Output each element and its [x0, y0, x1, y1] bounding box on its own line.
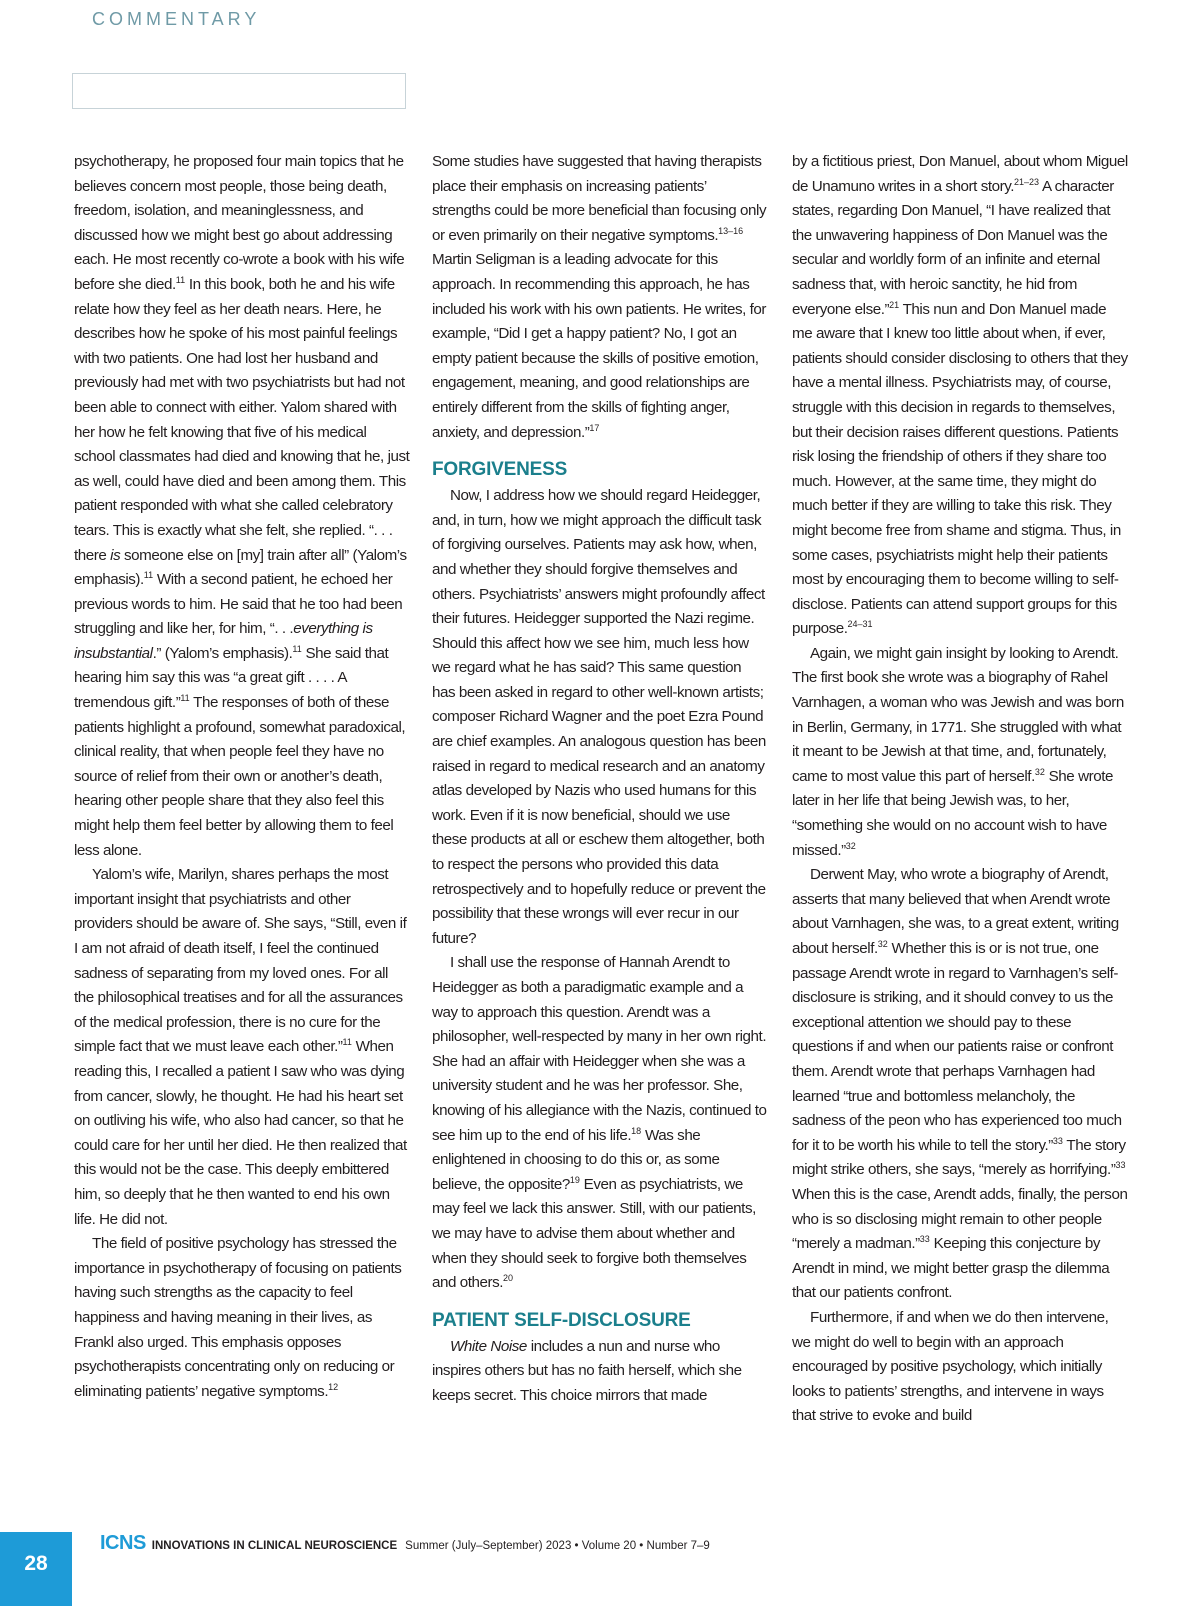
citation-ref: 19 [569, 1174, 580, 1185]
text-run: Derwent May, who wrote a biography of Arendt, asserts that many believed that when Arendt wrote about Varnhagen, she was, to a great extent, writing about herself. [792, 866, 1119, 957]
paragraph [432, 1335, 768, 1409]
citation-ref: 33 [919, 1234, 930, 1245]
section-heading-forgiveness: FORGIVENESS [432, 459, 568, 481]
text-run: Even as psychiatrists, we may feel we lack this answer. Still, with our patients, we may have to advise them about whether and when they should seek to forgive both themselves and others. [432, 1175, 756, 1292]
paragraph [74, 1232, 410, 1404]
issue-info: Summer (July–September) 2023 • Volume 20 • Number 7–9 [405, 1540, 710, 1552]
emphasis-text: is [110, 546, 121, 564]
text-run: When reading this, I recalled a patient I saw who was dying from cancer, slowly, he thought. He had his heart set on outliving his wife, who also had cancer, so that he could care for her until her died. He then realized that this would not be the case. This deeply embittered him, so deeply that he then wanted to end his own life. He did not. [74, 1038, 407, 1228]
citation-ref: 11 [143, 570, 154, 581]
section-header-box [72, 73, 406, 109]
text-run: When this is the case, Arendt adds, finally, the person who is so disclosing might remain to other people “merely a madman.” [792, 1185, 1128, 1253]
citation-ref: 33 [1115, 1160, 1126, 1171]
text-run: by a fictitious priest, Don Manuel, about whom Miguel de Unamuno writes in a short story. [792, 153, 1128, 195]
paragraph [432, 150, 768, 445]
text-run: Yalom’s wife, Marilyn, shares perhaps the most important insight that psychiatrists and other providers should be aware of. She says, “Still, even if I am not afraid of death itself, I feel the continued sadness of separating from my loved ones. For all the philosophical treatises and for all the assurances of the medical profession, there is no cure for the simple fact that we must leave each other.” [74, 866, 407, 1056]
text-column-1 [74, 150, 410, 1404]
citation-ref: 32 [877, 938, 888, 949]
text-run: She wrote later in her life that being Jewish was, to her, “something she would on no account wish to have missed.” [792, 767, 1113, 859]
page-number-box [0, 1532, 72, 1606]
citation-ref: 11 [342, 1037, 352, 1048]
text-run: Martin Seligman is a leading advocate for this approach. In recommending this approach, he has included his work with his own patients. He writes, for example, “Did I get a happy patient? No, I got an empty patient because the skills of positive emotion, engagement, meaning, and good relationships are entirely different from the skills of fighting anger, anxiety, and depression.” [432, 251, 766, 441]
paragraph [792, 863, 1128, 1306]
text-run: .” (Yalom’s emphasis). [152, 644, 293, 662]
citation-ref: 21–23 [1014, 176, 1040, 187]
text-run: psychotherapy, he proposed four main topics that he believes concern most people, those being death, freedom, isolation, and meaninglessness, and discussed how we might best go about addressing each. He most recently co-wrote a book with his wife before she died. [74, 153, 405, 293]
citation-ref: 20 [503, 1273, 514, 1284]
emphasis-text: White Noise [450, 1337, 527, 1355]
text-run: Now, I address how we should regard Heidegger, and, in turn, how we might approach the difficult task of forgiving ourselves. Patients may ask how, when, and whether they should forgive themselves and others. Psychiatrists’ answers might profoundly affect their futures. Heidegger supported the Nazi regime. Should this affect how we see him, much less how we regard what he has said? This same question has been asked in regard to other well-known artists; composer Richard Wagner and the poet Ezra Pound are chief examples. An analogous question has been raised in regard to medical research and an anatomy atlas developed by Nazis who used humans for this work. Even if it is now beneficial, should we use these products at all or eschew them altogether, both to respect the persons who provided this data retrospectively and to hopefully reduce or prevent the possibility that these wrongs will ever recur in our future? [432, 487, 766, 947]
citation-ref: 32 [1034, 766, 1045, 777]
text-run: The story might strike others, she says, “merely as horrifying.” [792, 1136, 1126, 1179]
text-run: This nun and Don Manuel made me aware that I knew too little about when, if ever, patients should consider disclosing to others that they have a mental illness. Psychiatrists may, of course, struggle with this decision in regards to themselves, but their decision raises different questions. Patients risk losing the friendship of others if they share too much. However, at the same time, they might do much better if they are willing to take this risk. They might become free from shame and stigma. Thus, in some cases, psychiatrists might help their patients most by encouraging them to become willing to self-disclose. Patients can attend support groups for this purpose. [792, 300, 1128, 638]
text-run: includes a nun and nurse who inspires others but has no faith herself, which she keeps secret. This choice mirrors that made [432, 1337, 742, 1404]
journal-abbreviation: ICNS [100, 1532, 146, 1554]
citation-ref: 21 [889, 299, 900, 310]
paragraph [792, 150, 1128, 642]
paragraph [432, 951, 768, 1295]
section-heading-patient-self-disclosure: PATIENT SELF-DISCLOSURE [432, 1309, 691, 1331]
text-run: Keeping this conjecture by Arendt in mind, we might better grasp the dilemma that our patients confront. [792, 1235, 1110, 1302]
citation-ref: 11 [180, 693, 190, 703]
paragraph [74, 150, 410, 863]
text-column-3 [792, 150, 1128, 1429]
text-run: someone else on [my] train after all” (Yalom’s emphasis). [74, 546, 407, 589]
journal-footer [100, 1532, 710, 1555]
text-run: Again, we might gain insight by looking to Arendt. The first book she wrote was a biography of Rahel Varnhagen, a woman who was Jewish and was born in Berlin, Germany, in 1771. She struggled with what it meant to be Jewish at that time, and, fortunately, came to most value this part of herself. [792, 644, 1124, 785]
citation-ref: 11 [292, 643, 302, 654]
text-run: A character states, regarding Don Manuel, “I have realized that the unwavering happiness of Don Manuel was the secular and worldly form of an infinite and eternal sadness that, with heroic sanctity, he hid from everyone else.” [792, 177, 1114, 318]
paragraph [792, 642, 1128, 863]
text-run: Was she enlightened in choosing to do this or, as some believe, the opposite? [432, 1126, 720, 1193]
paragraph [74, 863, 410, 1232]
text-run: The field of positive psychology has stressed the importance in psychotherapy of focusing on patients having such strengths as the capacity to feel happiness and having meaning in their lives, as Frankl also urged. This emphasis opposes psychotherapists concentrating only on reducing or eliminating patients’ negative symptoms. [74, 1235, 402, 1400]
citation-ref: 18 [631, 1125, 642, 1136]
citation-ref: 33 [1052, 1135, 1063, 1146]
text-column-2 [432, 150, 768, 1409]
page-number: 28 [24, 1552, 48, 1575]
text-run: The responses of both of these patients highlight a profound, somewhat paradoxical, clinical reality, that when people feel they have no source of relief from their own or another’s death, hearing other people share that they also feel this might help them feel better by allowing them to feel less alone. [74, 694, 406, 859]
text-run: I shall use the response of Hannah Arendt to Heidegger as both a paradigmatic example and a way to approach this question. Arendt was a philosopher, well-respected by many in her own right. She had an affair with Heidegger when she was a university student and he was her professor. She, knowing of his allegiance with the Nazis, continued to see him up to the end of his life. [432, 954, 767, 1144]
text-run: Whether this is or is not true, one passage Arendt wrote in regard to Varnhagen’s self-disclosure is striking, and it should convey to us the exceptional attention we should pay to these questions if and when our patients raise or confront them. Arendt wrote that perhaps Varnhagen had learned “true and bottomless melancholy, the sadness of the peon who has experienced too much for it to be worth his while to tell the story.” [792, 940, 1122, 1154]
citation-ref: 13–16 [718, 225, 744, 236]
citation-ref: 32 [845, 840, 856, 851]
text-run: She said that hearing him say this was “a great gift . . . . A tremendous gift.” [74, 644, 389, 712]
section-label: COMMENTARY [92, 9, 261, 29]
journal-name: INNOVATIONS IN CLINICAL NEUROSCIENCE [151, 1540, 398, 1552]
emphasis-text: everything is insubstantial [74, 620, 373, 662]
paragraph [432, 484, 768, 951]
text-run: With a second patient, he echoed her previous words to him. He said that he too had been struggling and like her, for him, “. . . [74, 571, 403, 638]
text-run: In this book, both he and his wife relate how they feel as her death nears. Here, he describes how he spoke of his most painful feelings with two patients. One had lost her husband and previously had met with two psychiatrists but had not been able to connect with either. Yalom shared with her how he felt knowing that five of his medical school classmates had died and knowing that he, just as well, could have died and been among them. This patient responded with what she called celebratory tears. This is exactly what she felt, she replied. “. . . there [74, 275, 410, 564]
citation-ref: 24–31 [847, 619, 873, 630]
text-run: Some studies have suggested that having therapists place their emphasis on increasing patients’ strengths could be more beneficial than focusing only or even primarily on their negative symptoms. [432, 153, 767, 244]
citation-ref: 11 [175, 274, 186, 285]
citation-ref: 17 [589, 422, 600, 433]
paragraph [792, 1306, 1128, 1429]
citation-ref: 12 [328, 1381, 339, 1392]
text-run: Furthermore, if and when we do then intervene, we might do well to begin with an approach encouraged by positive psychology, which initially looks to patients’ strengths, and intervene in ways that strive to evoke and build [792, 1308, 1109, 1425]
